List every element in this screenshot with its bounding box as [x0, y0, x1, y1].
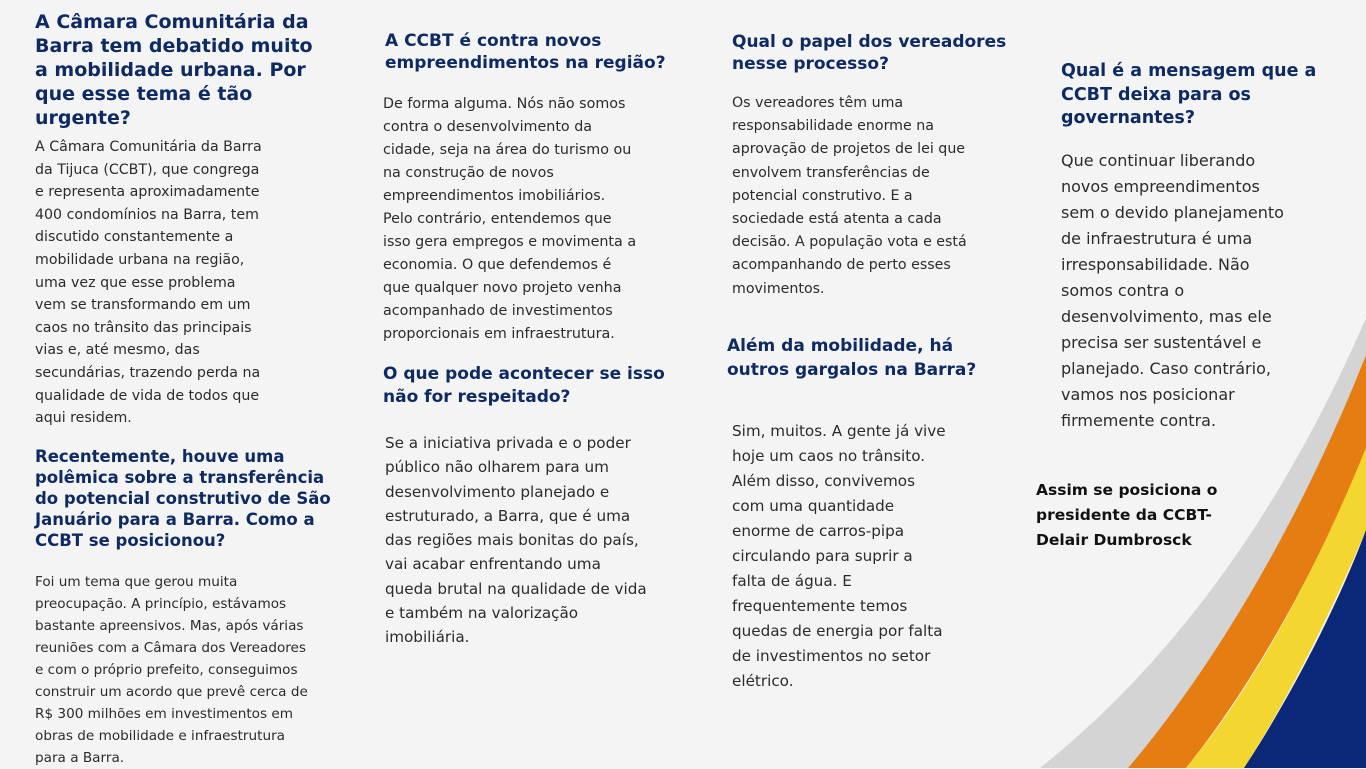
question-heading: A CCBT é contra novos empreendimentos na região? — [385, 31, 666, 73]
question-heading: Recentemente, houve uma polêmica sobre a transferência do potencial construtivo de São Januário para a Barra. Como a CCBT se posicionou? — [35, 447, 331, 550]
answer-text: De forma alguma. Nós não somos contra o desenvolvimento da cidade, seja na área do turismo ou na construção de novos empreendimentos imobiliários. Pelo contrário, entendemos que isso gera empregos e movimenta a economia. O que defendemos é que qualquer novo projeto venha acompanhado de investimentos proporcionais em infraestrutura. — [383, 96, 637, 342]
signature-text: Assim se posiciona o presidente da CCBT- Delair Dumbrosck — [1036, 481, 1218, 549]
answer-text: A Câmara Comunitária da Barra da Tijuca (CCBT), que congrega e representa aproximadamente 400 condomínios na Barra, tem discutido constantemente a mobilidade urbana na região, uma vez que esse problema vem se transformando em um caos no trânsito das principais vias e, até mesmo, das secundárias, trazendo perda na qualidade de vida de todos que aqui residem. — [35, 139, 262, 427]
question-heading: Qual é a mensagem que a CCBT deixa para os governantes? — [1061, 61, 1317, 128]
question-heading: Qual o papel dos vereadores nesse processo? — [732, 32, 1007, 74]
answer-text: Foi um tema que gerou muita preocupação. A princípio, estávamos bastante apreensivos. Mas, após várias reuniões com a Câmara dos Vereadores e com o próprio prefeito, conseguimos construir um acordo que prevê cerca de R$ 300 milhões em investimentos em obras de mobilidade e infraestrutura para a Barra. — [35, 574, 308, 766]
answer-text: Que continuar liberando novos empreendimentos sem o devido planejamento de infraestrutura é uma irresponsabilidade. Não somos contra o desenvolvimento, mas ele precisa ser sustentável e planejado. Caso contrário, vamos nos posicionar firmemente contra. — [1061, 151, 1284, 430]
question-heading: Além da mobilidade, há outros gargalos na Barra? — [727, 336, 977, 380]
question-heading: A Câmara Comunitária da Barra tem debatido muito a mobilidade urbana. Por que esse tema é tão urgente? — [35, 11, 313, 129]
answer-text: Se a iniciativa privada e o poder público não olharem para um desenvolvimento planejado e estruturado, a Barra, que é uma das regiões mais bonitas do país, vai acabar enfrentando uma queda brutal na qualidade de vida e também na valorização imobiliária. — [385, 434, 647, 647]
answer-text: Sim, muitos. A gente já vive hoje um caos no trânsito. Além disso, convivemos com uma quantidade enorme de carros-pipa circulando para suprir a falta de água. E frequentemente temos quedas de energia por falta de investimentos no setor elétrico. — [732, 422, 946, 690]
question-heading: O que pode acontecer se isso não for respeitado? — [383, 364, 665, 407]
answer-text: Os vereadores têm uma responsabilidade enorme na aprovação de projetos de lei que envolvem transferências de potencial construtivo. E a sociedade está atenta a cada decisão. A população vota e está acompanhando de perto esses movimentos. — [732, 95, 967, 297]
